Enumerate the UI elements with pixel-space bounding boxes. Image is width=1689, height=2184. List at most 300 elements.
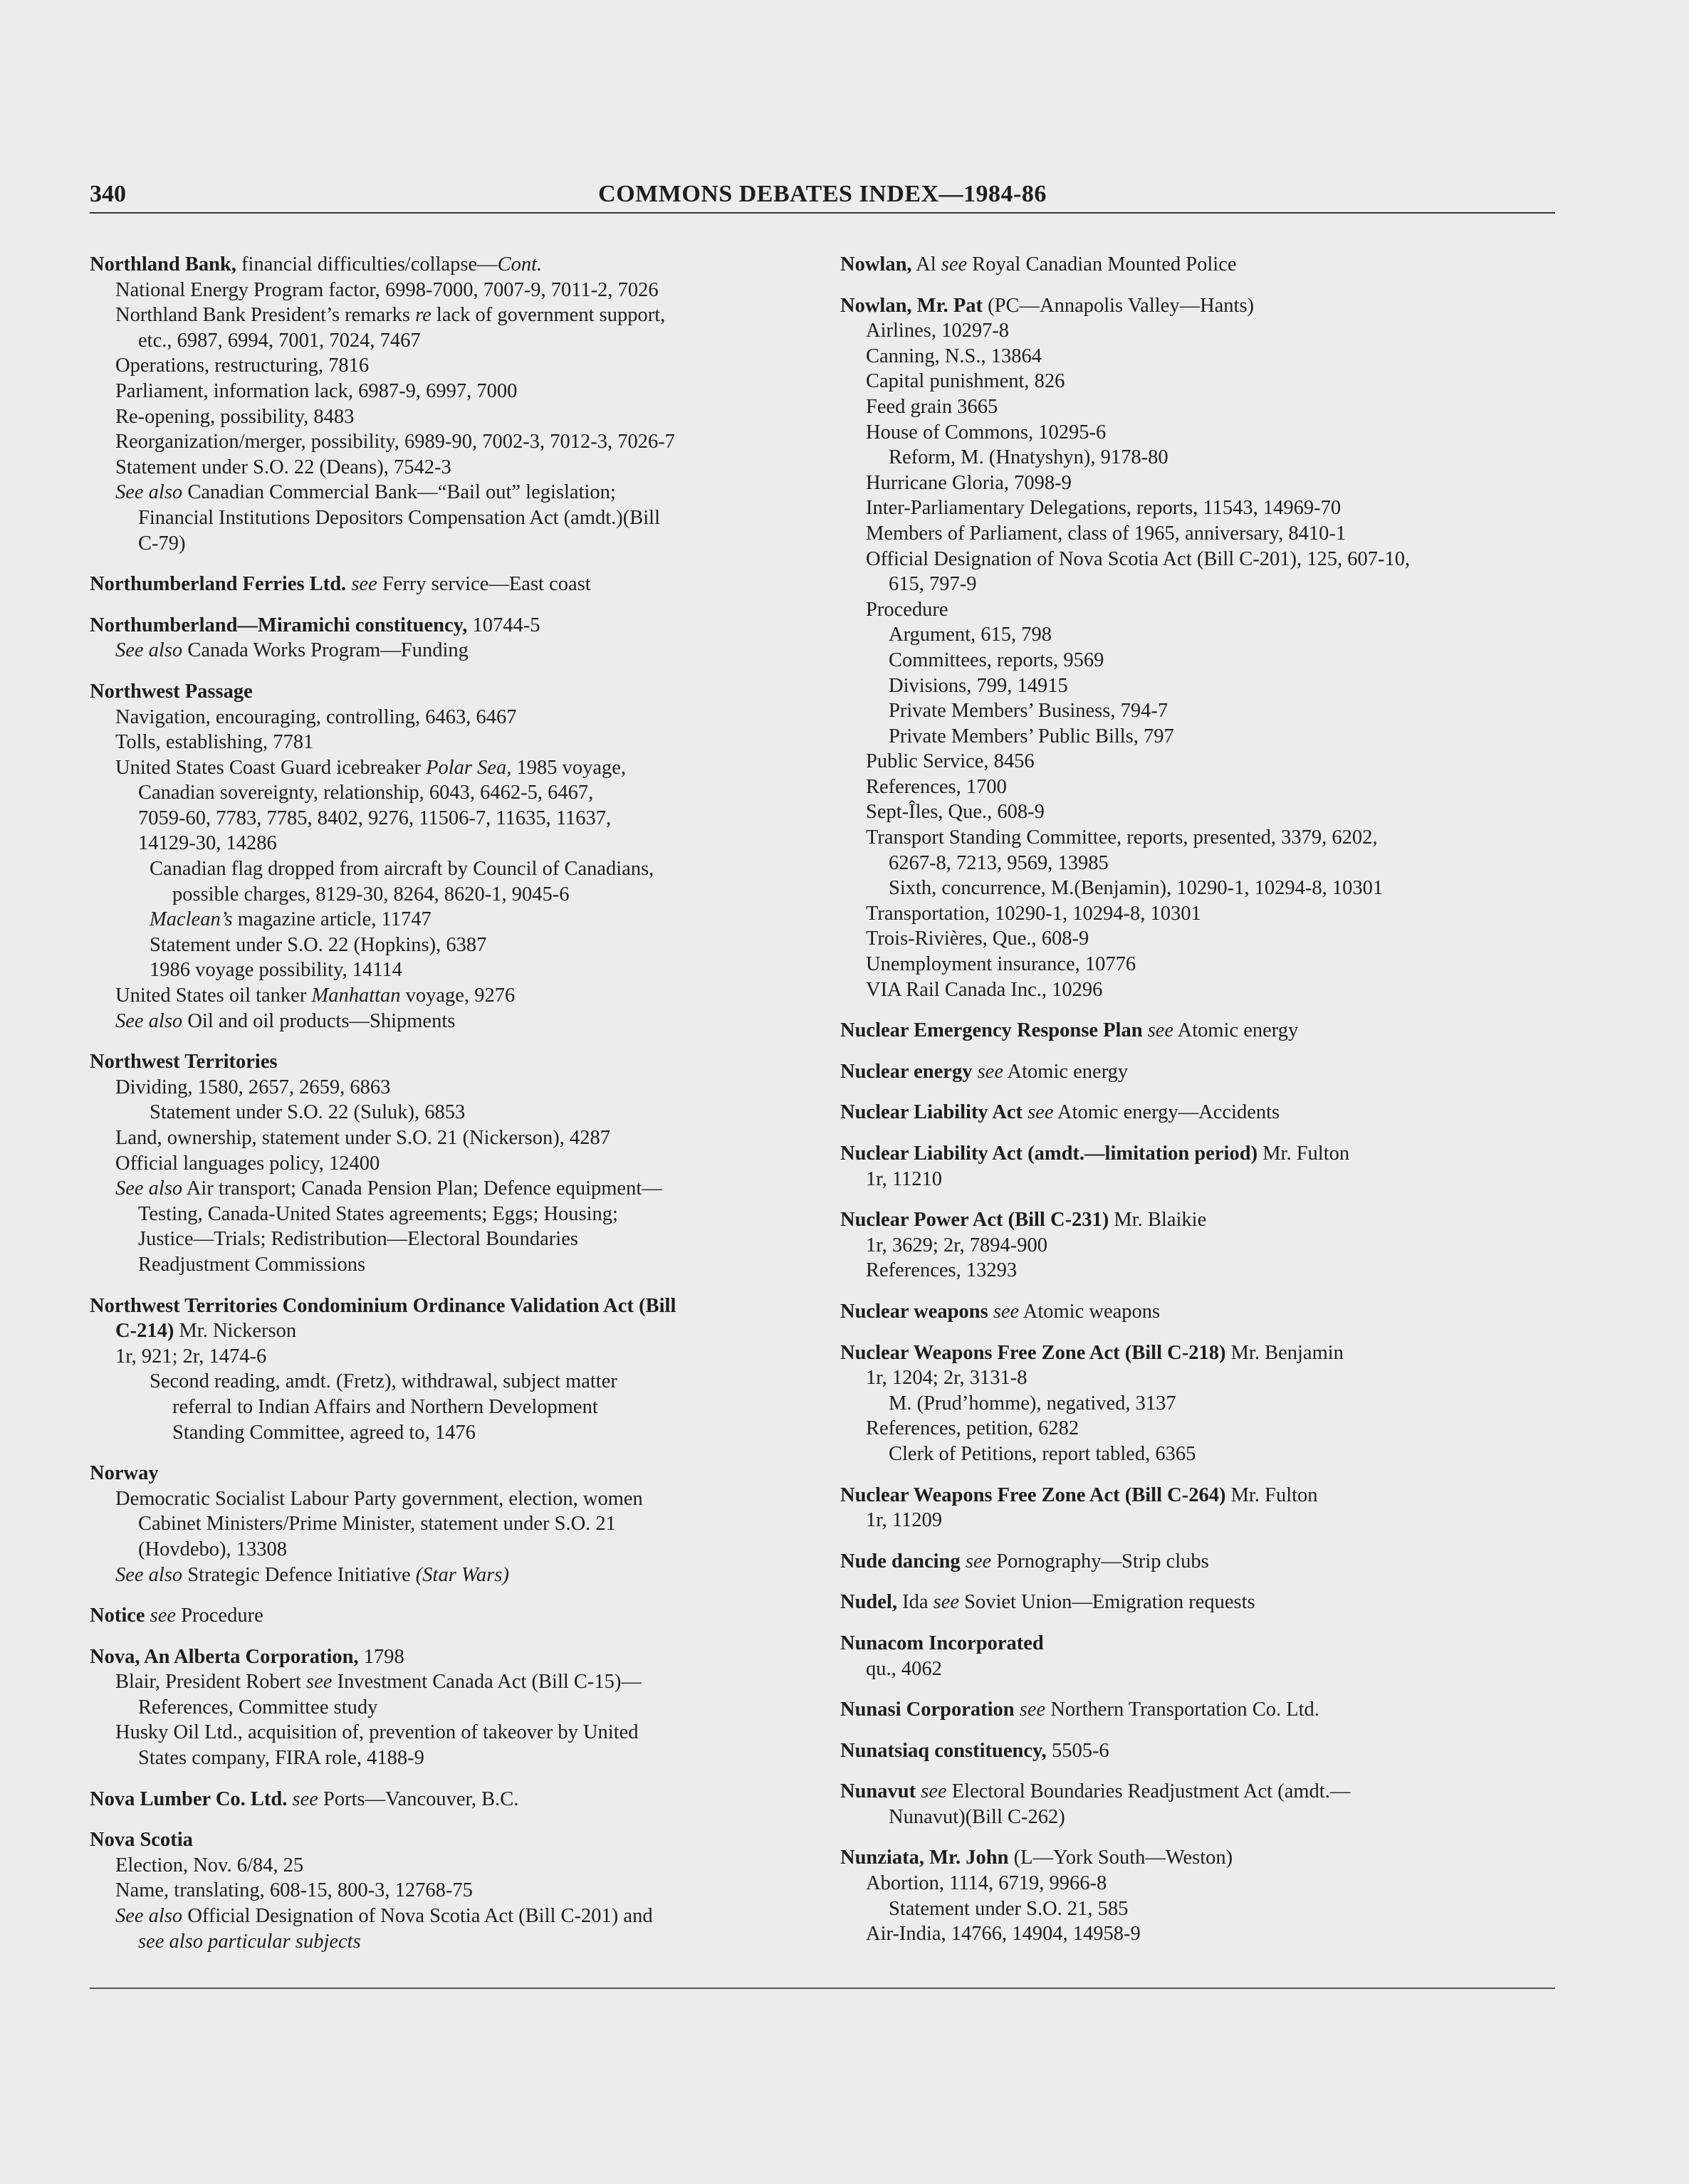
entry-text: Sept-Îles, Que., 608-9 bbox=[866, 801, 1045, 824]
index-subentry-line bbox=[840, 344, 1552, 369]
index-subentry-line bbox=[840, 825, 1552, 851]
index-subentry-line bbox=[90, 480, 802, 505]
index-subentry-line bbox=[90, 1853, 802, 1879]
footer-rule bbox=[90, 1988, 1555, 1989]
italic-text: see also particular subjects bbox=[138, 1930, 361, 1953]
entry-text: etc., 6987, 6994, 7001, 7024, 7467 bbox=[138, 329, 421, 352]
entry-text: Electoral Boundaries Readjustment Act (amdt.— bbox=[946, 1780, 1351, 1803]
italic-text: see bbox=[993, 1300, 1020, 1323]
index-entry bbox=[840, 1207, 1552, 1283]
entry-text: Oil and oil products—Shipments bbox=[182, 1009, 456, 1032]
entry-text: Mr. Benjamin bbox=[1225, 1341, 1344, 1364]
entry-text: Dividing, 1580, 2657, 2659, 6863 bbox=[115, 1076, 391, 1098]
entry-text: Divisions, 799, 14915 bbox=[889, 674, 1068, 697]
index-subentry-line bbox=[90, 278, 802, 303]
index-subentry-line bbox=[840, 1921, 1552, 1947]
entry-text: Transportation, 10290-1, 10294-8, 10301 bbox=[866, 902, 1201, 925]
entry-text: Official Designation of Nova Scotia Act (Bill C-201) and bbox=[182, 1905, 653, 1928]
entry-text: 1r, 11209 bbox=[866, 1509, 943, 1532]
index-subentry-line bbox=[90, 1227, 802, 1252]
italic-text: see bbox=[351, 573, 377, 596]
entry-text: Unemployment insurance, 10776 bbox=[866, 953, 1136, 976]
index-subentry-line bbox=[840, 1258, 1552, 1283]
index-entry bbox=[840, 1141, 1552, 1192]
entry-text: Reorganization/merger, possibility, 6989-90, 7002-3, 7012-3, 7026-7 bbox=[115, 431, 675, 453]
entry-text: Standing Committee, agreed to, 1476 bbox=[172, 1421, 476, 1444]
index-subentry-line bbox=[90, 1420, 802, 1446]
entry-text: Cabinet Ministers/Prime Minister, statement under S.O. 21 bbox=[138, 1513, 616, 1535]
index-heading-text: Northland Bank, bbox=[90, 253, 236, 275]
index-subentry-line bbox=[840, 851, 1552, 876]
index-heading-text: Nuclear Weapons Free Zone Act (Bill C-264) bbox=[840, 1484, 1226, 1506]
entry-text bbox=[1015, 1699, 1020, 1721]
italic-text: see bbox=[977, 1060, 1003, 1083]
index-subentry-line bbox=[90, 1929, 802, 1955]
index-heading-line bbox=[90, 1787, 802, 1812]
italic-text: Polar Sea, bbox=[426, 756, 512, 779]
entry-text: Committees, reports, 9569 bbox=[889, 649, 1104, 671]
italic-text: Maclean’s bbox=[150, 908, 233, 931]
entry-text bbox=[972, 1061, 977, 1083]
entry-text: (Hovdebo), 13308 bbox=[138, 1538, 287, 1560]
index-subentry-line bbox=[90, 1745, 802, 1771]
entry-text: Navigation, encouraging, controlling, 6463, 6467 bbox=[115, 705, 517, 728]
index-subentry-line bbox=[90, 303, 802, 328]
index-heading-text: C-214) bbox=[115, 1320, 174, 1343]
index-entry bbox=[840, 293, 1552, 1003]
italic-text: See also bbox=[115, 1905, 183, 1928]
index-subentry-line bbox=[840, 1508, 1552, 1533]
entry-text bbox=[287, 1788, 292, 1810]
index-subentry-line bbox=[90, 755, 802, 781]
entry-text: 5505-6 bbox=[1046, 1739, 1109, 1762]
index-entry bbox=[840, 1018, 1552, 1044]
index-subentry-line bbox=[90, 505, 802, 531]
index-subentry-line bbox=[840, 724, 1552, 750]
index-subentry-line bbox=[90, 429, 802, 455]
page-number: 340 bbox=[90, 181, 126, 207]
index-subentry-line bbox=[90, 638, 802, 663]
index-subentry-line bbox=[90, 1695, 802, 1721]
index-subentry-line bbox=[90, 1151, 802, 1177]
entry-text: Public Service, 8456 bbox=[866, 750, 1035, 773]
italic-text: see bbox=[941, 253, 968, 275]
index-subentry-line bbox=[90, 806, 802, 831]
entry-text: Official Designation of Nova Scotia Act (Bill C-201), 125, 607-10, bbox=[866, 547, 1411, 570]
index-entry bbox=[90, 1049, 802, 1277]
index-subentry-line bbox=[840, 749, 1552, 775]
index-subentry-line bbox=[840, 1871, 1552, 1896]
index-heading-line bbox=[840, 1779, 1552, 1805]
index-heading-text: Nuclear Power Act (Bill C-231) bbox=[840, 1209, 1109, 1232]
entry-text: Sixth, concurrence, M.(Benjamin), 10290-1, 10294-8, 10301 bbox=[889, 877, 1384, 900]
entry-text: Inter-Parliamentary Delegations, reports, 11543, 14969-70 bbox=[866, 497, 1342, 520]
entry-text: References, petition, 6282 bbox=[866, 1417, 1079, 1440]
index-heading-line bbox=[90, 572, 802, 597]
index-heading-line bbox=[840, 1697, 1552, 1723]
entry-text: referral to Indian Affairs and Northern Development bbox=[172, 1395, 598, 1418]
entry-text: Statement under S.O. 22 (Deans), 7542-3 bbox=[115, 456, 451, 478]
entry-text: Reform, M. (Hnatyshyn), 9178-80 bbox=[889, 446, 1168, 469]
entry-text: References, 1700 bbox=[866, 775, 1007, 798]
index-heading-text: Nudel, bbox=[840, 1591, 897, 1614]
index-subentry-line bbox=[840, 977, 1552, 1003]
entry-text: Trois-Rivières, Que., 608-9 bbox=[866, 928, 1089, 950]
index-heading-text: Nuclear energy bbox=[840, 1060, 973, 1083]
entry-text: Parliament, information lack, 6987-9, 6997, 7000 bbox=[115, 379, 518, 402]
entry-text: Statement under S.O. 22 (Hopkins), 6387 bbox=[150, 933, 487, 956]
index-heading-text: Northwest Territories Condominium Ordinance Validation Act (Bill bbox=[90, 1294, 676, 1317]
entry-text: Canadian Commercial Bank—“Bail out” legislation; bbox=[182, 481, 616, 504]
index-subentry-line bbox=[840, 420, 1552, 446]
entry-text: Procedure bbox=[866, 598, 948, 621]
index-subentry-line bbox=[90, 379, 802, 404]
index-heading-line bbox=[840, 1549, 1552, 1575]
index-subentry-line bbox=[90, 328, 802, 354]
entry-text: Northern Transportation Co. Ltd. bbox=[1045, 1699, 1319, 1721]
index-subentry-line bbox=[840, 597, 1552, 623]
index-heading-text: Nude dancing bbox=[840, 1550, 961, 1573]
entry-text: Feed grain 3665 bbox=[866, 395, 998, 418]
entry-text: M. (Prud’homme), negatived, 3137 bbox=[889, 1392, 1176, 1414]
entry-text: Readjustment Commissions bbox=[138, 1253, 366, 1276]
index-heading-line bbox=[840, 1738, 1552, 1764]
index-heading-text: Nova Scotia bbox=[90, 1829, 193, 1852]
italic-text: See also bbox=[115, 481, 183, 504]
index-subentry-line bbox=[840, 1805, 1552, 1830]
index-entry bbox=[840, 1697, 1552, 1723]
index-heading-text: Norway bbox=[90, 1462, 159, 1485]
entry-text: Al bbox=[911, 253, 941, 275]
index-subentry-line bbox=[840, 926, 1552, 952]
index-heading-text: Nunacom Incorporated bbox=[840, 1632, 1044, 1654]
index-entry bbox=[840, 1845, 1552, 1946]
index-heading-text: Nuclear weapons bbox=[840, 1300, 988, 1323]
index-heading-text: Notice bbox=[90, 1605, 145, 1627]
index-subentry-line bbox=[840, 775, 1552, 800]
index-heading-line bbox=[840, 1340, 1552, 1366]
entry-text: Pornography—Strip clubs bbox=[991, 1550, 1209, 1573]
index-subentry-line bbox=[90, 1511, 802, 1537]
index-entry bbox=[840, 1059, 1552, 1085]
entry-text: 1r, 11210 bbox=[866, 1167, 943, 1190]
entry-text: Hurricane Gloria, 7098-9 bbox=[866, 471, 1072, 494]
index-subentry-line bbox=[90, 856, 802, 882]
index-heading-line bbox=[840, 1631, 1552, 1657]
index-entry bbox=[840, 1590, 1552, 1615]
entry-text: Royal Canadian Mounted Police bbox=[967, 253, 1237, 275]
entry-text: Statement under S.O. 22 (Suluk), 6853 bbox=[150, 1101, 466, 1124]
index-subentry-line bbox=[840, 1391, 1552, 1417]
italic-text: see bbox=[305, 1671, 333, 1694]
index-subentry-line bbox=[840, 445, 1552, 471]
italic-text: see bbox=[921, 1780, 947, 1803]
index-entry bbox=[90, 1603, 802, 1629]
entry-text: (L—York South—Weston) bbox=[1008, 1847, 1233, 1869]
entry-text: (PC—Annapolis Valley—Hants) bbox=[983, 294, 1255, 317]
entry-text: Private Members’ Public Bills, 797 bbox=[889, 725, 1174, 747]
index-subentry-line bbox=[90, 831, 802, 856]
index-heading-text: Nuclear Weapons Free Zone Act (Bill C-218) bbox=[840, 1341, 1226, 1364]
italic-text: Manhattan bbox=[311, 985, 401, 1007]
entry-text: Argument, 615, 798 bbox=[889, 624, 1052, 646]
entry-text bbox=[1143, 1019, 1148, 1041]
entry-text: Ida bbox=[896, 1591, 934, 1614]
index-heading-text: Nunasi Corporation bbox=[840, 1699, 1015, 1721]
entry-text: Members of Parliament, class of 1965, anniversary, 8410-1 bbox=[866, 522, 1347, 545]
entry-text: Mr. Blaikie bbox=[1109, 1209, 1207, 1232]
index-heading-line bbox=[840, 1018, 1552, 1044]
index-entry bbox=[90, 572, 802, 597]
index-entry bbox=[90, 252, 802, 556]
entry-text: 7059-60, 7783, 7785, 8402, 9276, 11506-7, 11635, 11637, bbox=[138, 807, 612, 829]
index-entry bbox=[90, 613, 802, 663]
entry-text: Re-opening, possibility, 8483 bbox=[115, 405, 355, 428]
index-heading-line bbox=[90, 1644, 802, 1670]
entry-text: Procedure bbox=[176, 1605, 263, 1627]
index-heading-text: Nova, An Alberta Corporation, bbox=[90, 1645, 359, 1668]
index-entry bbox=[90, 1827, 802, 1954]
index-heading-text: Northumberland—Miramichi constituency, bbox=[90, 614, 468, 636]
index-heading-text: Nova Lumber Co. Ltd. bbox=[90, 1787, 288, 1810]
index-entry bbox=[840, 1100, 1552, 1125]
entry-text: Land, ownership, statement under S.O. 21 (Nickerson), 4287 bbox=[115, 1127, 610, 1149]
index-subentry-line bbox=[840, 1442, 1552, 1467]
entry-text: Ports—Vancouver, B.C. bbox=[318, 1787, 519, 1810]
index-subentry-line bbox=[840, 547, 1552, 572]
entry-text: 6267-8, 7213, 9569, 13985 bbox=[889, 851, 1109, 874]
entry-text: Mr. Fulton bbox=[1257, 1143, 1350, 1165]
index-heading-line bbox=[90, 1049, 802, 1075]
index-subentry-line bbox=[90, 1176, 802, 1202]
entry-text: Airlines, 10297-8 bbox=[866, 320, 1010, 342]
index-subentry-line bbox=[90, 1904, 802, 1929]
entry-text: Capital punishment, 826 bbox=[866, 370, 1065, 393]
index-heading-text: Northwest Territories bbox=[90, 1051, 278, 1073]
entry-text: 1986 voyage possibility, 14114 bbox=[150, 959, 402, 982]
entry-text: Ferry service—East coast bbox=[377, 573, 591, 596]
entry-text: Atomic energy bbox=[1003, 1060, 1129, 1083]
entry-text: Statement under S.O. 21, 585 bbox=[889, 1897, 1129, 1920]
index-subentry-line bbox=[90, 1009, 802, 1034]
entry-text: Abortion, 1114, 6719, 9966-8 bbox=[866, 1872, 1107, 1895]
entry-text: Nunavut)(Bill C-262) bbox=[889, 1805, 1065, 1828]
index-subentry-line bbox=[90, 1669, 802, 1695]
running-title: COMMONS DEBATES INDEX—1984-86 bbox=[598, 181, 1047, 207]
entry-text: Testing, Canada-United States agreements; Eggs; Housing; bbox=[138, 1202, 618, 1225]
index-entry bbox=[840, 1299, 1552, 1325]
index-subentry-line bbox=[840, 572, 1552, 597]
entry-text bbox=[988, 1301, 993, 1323]
index-subentry-line bbox=[840, 318, 1552, 344]
index-subentry-line bbox=[840, 648, 1552, 673]
index-heading-line bbox=[90, 1603, 802, 1629]
index-entry bbox=[840, 1631, 1552, 1681]
index-subentry-line bbox=[840, 622, 1552, 648]
entry-text: National Energy Program factor, 6998-7000, 7007-9, 7011-2, 7026 bbox=[115, 278, 659, 301]
index-subentry-line bbox=[90, 1100, 802, 1125]
entry-text: 1r, 1204; 2r, 3131-8 bbox=[866, 1367, 1027, 1390]
index-subentry-line bbox=[840, 1896, 1552, 1922]
entry-text: VIA Rail Canada Inc., 10296 bbox=[866, 978, 1103, 1001]
italic-text: See also bbox=[115, 1009, 183, 1032]
index-subentry-line bbox=[90, 1537, 802, 1563]
index-entry bbox=[90, 679, 802, 1034]
index-heading-text: Nunavut bbox=[840, 1780, 916, 1803]
index-subentry-line bbox=[90, 983, 802, 1009]
entry-text bbox=[145, 1605, 150, 1627]
italic-text: See also bbox=[115, 1563, 183, 1586]
entry-text: Air-India, 14766, 14904, 14958-9 bbox=[866, 1923, 1141, 1946]
entry-text: Husky Oil Ltd., acquisition of, prevention of takeover by United bbox=[115, 1721, 639, 1744]
entry-text: qu., 4062 bbox=[866, 1657, 942, 1680]
entry-text: lack of government support, bbox=[431, 304, 666, 327]
index-entry bbox=[90, 1461, 802, 1587]
index-heading-line bbox=[840, 1100, 1552, 1125]
entry-text: Atomic energy—Accidents bbox=[1053, 1101, 1280, 1124]
index-subentry-line bbox=[840, 1233, 1552, 1259]
entry-text: 1r, 921; 2r, 1474-6 bbox=[115, 1345, 267, 1367]
index-heading-line bbox=[90, 1827, 802, 1853]
index-entry bbox=[840, 1340, 1552, 1467]
index-heading-line bbox=[840, 1141, 1552, 1167]
index-entry bbox=[90, 1787, 802, 1812]
entry-text: Air transport; Canada Pension Plan; Defence equipment— bbox=[182, 1177, 662, 1200]
index-subentry-line bbox=[90, 1720, 802, 1745]
entry-text: Tolls, establishing, 7781 bbox=[115, 731, 314, 754]
entry-text: 615, 797-9 bbox=[889, 573, 977, 596]
entry-text: Official languages policy, 12400 bbox=[115, 1152, 380, 1175]
index-subentry-line bbox=[90, 730, 802, 755]
entry-text: United States oil tanker bbox=[115, 985, 312, 1007]
italic-text: see bbox=[933, 1591, 960, 1614]
entry-text: Canadian flag dropped from aircraft by Council of Canadians, bbox=[150, 858, 654, 881]
index-subentry-line bbox=[90, 1878, 802, 1904]
index-heading-line bbox=[840, 1207, 1552, 1233]
index-entry bbox=[840, 1738, 1552, 1764]
index-heading-line bbox=[90, 1461, 802, 1486]
index-entry bbox=[840, 252, 1552, 278]
italic-text: re bbox=[415, 304, 432, 327]
index-entry bbox=[840, 1483, 1552, 1533]
entry-text: Canada Works Program—Funding bbox=[182, 639, 469, 662]
index-heading-line bbox=[840, 252, 1552, 278]
entry-text: Atomic energy bbox=[1173, 1019, 1299, 1042]
index-subentry-line bbox=[90, 957, 802, 983]
index-heading-text: Northwest Passage bbox=[90, 680, 253, 703]
entry-text: 10744-5 bbox=[467, 614, 540, 636]
index-subentry-line bbox=[90, 907, 802, 933]
index-entry bbox=[840, 1779, 1552, 1829]
index-heading-text: Nuclear Liability Act bbox=[840, 1101, 1023, 1124]
entry-text: Blair, President Robert bbox=[115, 1671, 306, 1694]
italic-text: (Star Wars) bbox=[415, 1563, 509, 1586]
entry-text: Justice—Trials; Redistribution—Electoral Boundaries bbox=[138, 1228, 578, 1251]
index-heading-line bbox=[840, 293, 1552, 319]
index-subentry-line bbox=[840, 876, 1552, 901]
entry-text: Atomic weapons bbox=[1019, 1300, 1161, 1323]
italic-text: see bbox=[965, 1550, 992, 1573]
entry-text: 14129-30, 14286 bbox=[138, 832, 277, 855]
index-subentry-line bbox=[840, 901, 1552, 927]
index-entry bbox=[90, 1293, 802, 1446]
index-subentry-line bbox=[90, 1563, 802, 1588]
index-subentry-line bbox=[90, 780, 802, 806]
entry-text bbox=[961, 1550, 966, 1573]
entry-text: 1798 bbox=[358, 1645, 404, 1668]
italic-text: see bbox=[1027, 1101, 1054, 1124]
entry-text: Strategic Defence Initiative bbox=[182, 1563, 416, 1586]
index-heading-line bbox=[90, 1293, 802, 1319]
index-subentry-line bbox=[90, 1125, 802, 1151]
index-subentry-line bbox=[90, 1252, 802, 1278]
entry-text: Mr. Fulton bbox=[1225, 1484, 1318, 1506]
entry-text: Private Members’ Business, 794-7 bbox=[889, 700, 1168, 723]
index-subentry-line bbox=[90, 1075, 802, 1101]
index-subentry-line bbox=[840, 1657, 1552, 1682]
index-heading-text: Nowlan, Mr. Pat bbox=[840, 294, 983, 317]
entry-text: Soviet Union—Emigration requests bbox=[959, 1591, 1255, 1614]
entry-text: Transport Standing Committee, reports, presented, 3379, 6202, bbox=[866, 826, 1378, 849]
entry-text: Election, Nov. 6/84, 25 bbox=[115, 1854, 304, 1876]
index-subentry-line bbox=[90, 353, 802, 379]
index-subentry-line bbox=[840, 1365, 1552, 1391]
index-heading-line bbox=[90, 613, 802, 639]
entry-text: 1985 voyage, bbox=[511, 756, 627, 779]
index-subentry-line bbox=[840, 952, 1552, 977]
index-subentry-line bbox=[840, 495, 1552, 521]
index-column-right bbox=[840, 252, 1552, 1963]
index-heading-text: Nunziata, Mr. John bbox=[840, 1847, 1009, 1869]
entry-text: References, Committee study bbox=[138, 1696, 378, 1718]
index-subentry-line bbox=[90, 1369, 802, 1395]
index-heading-line bbox=[840, 1845, 1552, 1871]
entry-text: Canadian sovereignty, relationship, 6043, 6462-5, 6467, bbox=[138, 782, 594, 804]
index-subentry-line bbox=[840, 673, 1552, 699]
index-subentry-line bbox=[840, 369, 1552, 394]
index-column-left bbox=[90, 252, 802, 1970]
index-subentry-line bbox=[840, 799, 1552, 825]
entry-text: Second reading, amdt. (Fretz), withdrawal, subject matter bbox=[150, 1370, 617, 1393]
italic-text: See also bbox=[115, 1177, 183, 1200]
entry-text: possible charges, 8129-30, 8264, 8620-1, 9045-6 bbox=[172, 883, 570, 905]
entry-text: Financial Institutions Depositors Compensation Act (amdt.)(Bill bbox=[138, 506, 661, 529]
entry-text: Clerk of Petitions, report tabled, 6365 bbox=[889, 1442, 1196, 1465]
entry-text: States company, FIRA role, 4188-9 bbox=[138, 1747, 424, 1770]
entry-text: magazine article, 11747 bbox=[232, 908, 432, 931]
index-subentry-line bbox=[840, 521, 1552, 547]
index-subentry-line bbox=[840, 394, 1552, 420]
index-entry bbox=[90, 1644, 802, 1771]
index-heading-line bbox=[840, 1059, 1552, 1085]
index-heading-line bbox=[840, 1299, 1552, 1325]
entry-text: 1r, 3629; 2r, 7894-900 bbox=[866, 1234, 1047, 1256]
entry-text: References, 13293 bbox=[866, 1259, 1018, 1282]
entry-text: Mr. Nickerson bbox=[174, 1320, 297, 1343]
entry-text: Canning, N.S., 13864 bbox=[866, 345, 1042, 367]
index-subentry-line bbox=[840, 1416, 1552, 1442]
entry-text: Investment Canada Act (Bill C-15)— bbox=[332, 1671, 642, 1694]
entry-text: United States Coast Guard icebreaker bbox=[115, 756, 427, 779]
index-heading-line bbox=[90, 252, 802, 278]
index-subentry-line bbox=[840, 471, 1552, 496]
index-subentry-line bbox=[90, 933, 802, 958]
entry-text: Name, translating, 608-15, 800-3, 12768-75 bbox=[115, 1879, 473, 1902]
italic-text: see bbox=[1019, 1699, 1046, 1721]
index-heading-line bbox=[840, 1590, 1552, 1615]
entry-text: C-79) bbox=[138, 532, 186, 555]
entry-text: voyage, 9276 bbox=[400, 985, 516, 1007]
